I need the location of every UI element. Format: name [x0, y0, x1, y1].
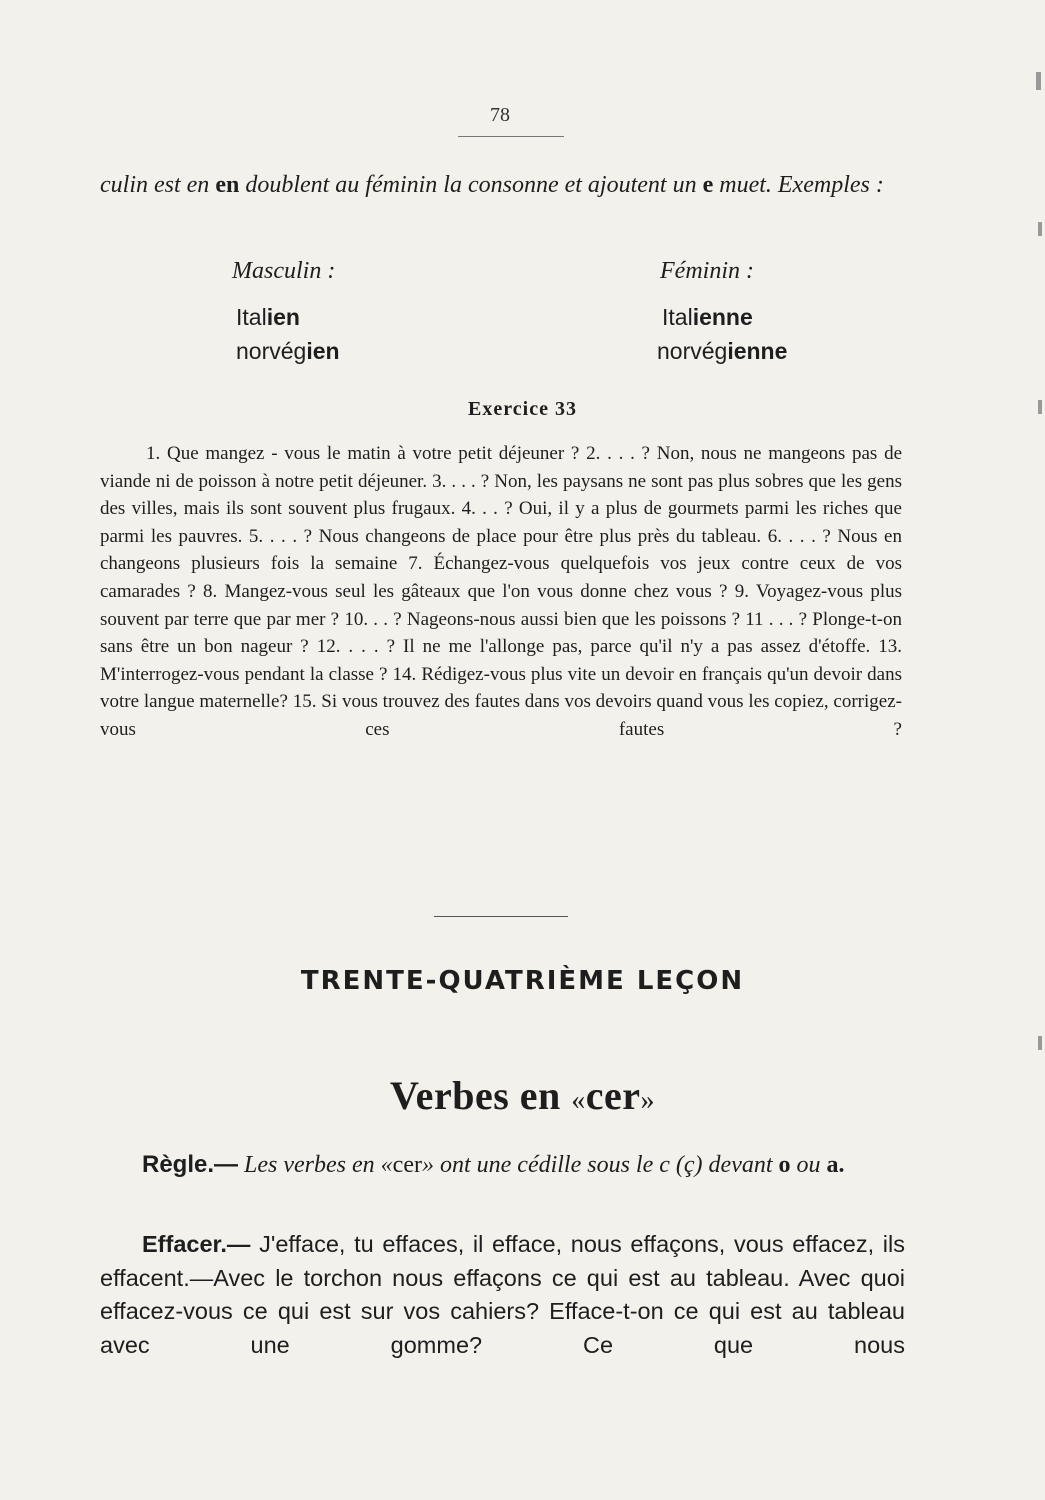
close-guillemet: » — [640, 1085, 656, 1116]
margin-mark — [1038, 1036, 1042, 1050]
rule-letter-a: a. — [826, 1152, 845, 1178]
ending: ienne — [727, 338, 788, 364]
stem: norvég — [657, 338, 728, 364]
rule-text-c: » ont une cédille sous le c (ç) devant — [421, 1152, 773, 1178]
section-divider — [434, 916, 568, 917]
page-number: 78 — [490, 104, 510, 126]
feminin-word-1 — [662, 304, 753, 331]
stem: norvég — [236, 338, 307, 364]
rule-text-ou: ou — [796, 1152, 821, 1178]
open-guillemet: « — [571, 1085, 586, 1116]
stem: Ital — [662, 304, 693, 330]
rule-text-b: cer — [392, 1152, 422, 1178]
intro-text-2c: Exemples : — [777, 172, 884, 198]
exercise-title: Exercice 33 — [468, 398, 577, 420]
rule-letter-o: o — [778, 1152, 791, 1178]
lesson-heading: TRENTE-QUATRIÈME LEÇON — [300, 966, 745, 996]
masculin-word-2 — [236, 338, 340, 365]
ending: ienne — [692, 304, 753, 330]
margin-mark — [1038, 400, 1042, 414]
exercise-text: 1. Que mangez - vous le matin à votre petit déjeuner ? 2. . . . ? Non, nous ne mangeons pas de viande ni de poisson à notre petit déjeuner. 3. . . . ? Non, les paysans ne sont pas plus sobres que les gens des villes, mais ils sont souvent plus frugaux. 4. . . ? Oui, il y a plus de gourmets parmi les riches que parmi les pauvres. 5. . . . ? Nous changeons de place pour être plus près du tableau. 6. . . . ? Nous en changeons plusieurs fois la semaine 7. Échangez-vous quelquefois vos jeux contre ceux de vos camarades ? 8. Mangez-vous seul les gâteaux que l'on vous donne chez vous ? 9. Voyagez-vous plus souvent par terre que par mer ? 10. . . ? Nageons-nous aussi bien que les poissons ? 11 . . . ? Plonge-t-on sans être un bon nageur ? 12. . . . ? Il ne me l'allonge pas, parce qu'il n'y a pas assez d'étoffe. 13. M'interrogez-vous pendant la classe ? 14. Rédigez-vous plus vite un devoir en français qu'un devoir dans votre langue maternelle? 15. Si vous trouvez des fautes dans vos devoirs quand vous les copiez, corrigez-vous ces fautes ? — [100, 443, 902, 740]
effacer-text: J'efface, tu effaces, il efface, nous effaçons, vous effacez, ils effacent.—Avec le torchon nous effaçons ce qui est au tableau. Avec quoi effacez-vous ce qui est sur vos cahiers? Efface-t-on ce qui est au tableau avec une gomme? Ce que nous — [100, 1231, 906, 1358]
lesson-title-word: cer — [585, 1073, 641, 1118]
feminin-word-2 — [657, 338, 787, 365]
lesson-title — [0, 1072, 1045, 1119]
rule-text-a: Les verbes en « — [244, 1152, 393, 1178]
ending: ien — [306, 338, 340, 364]
masculin-heading: Masculin : — [232, 258, 336, 284]
intro-text-1a: culin est en — [100, 172, 210, 198]
lesson-title-main: Verbes en — [389, 1073, 561, 1118]
intro-text-2b: muet. — [719, 172, 772, 198]
intro-suffix-en: en — [215, 172, 240, 198]
margin-mark — [1038, 222, 1042, 236]
page-number-rule — [458, 136, 564, 137]
intro-paragraph — [100, 168, 902, 202]
intro-text-1c: doublent au féminin la consonne et ajoutent un — [245, 172, 697, 198]
stem: Ital — [236, 304, 267, 330]
effacer-paragraph — [100, 1228, 905, 1362]
margin-mark — [1036, 72, 1041, 90]
masculin-word-1 — [236, 304, 300, 331]
effacer-label: Effacer.— — [142, 1231, 251, 1257]
rule-paragraph — [100, 1147, 905, 1183]
rule-label: Règle.— — [142, 1151, 239, 1178]
intro-letter-e: e — [702, 172, 714, 198]
feminin-heading: Féminin : — [660, 258, 754, 284]
ending: ien — [266, 304, 300, 330]
